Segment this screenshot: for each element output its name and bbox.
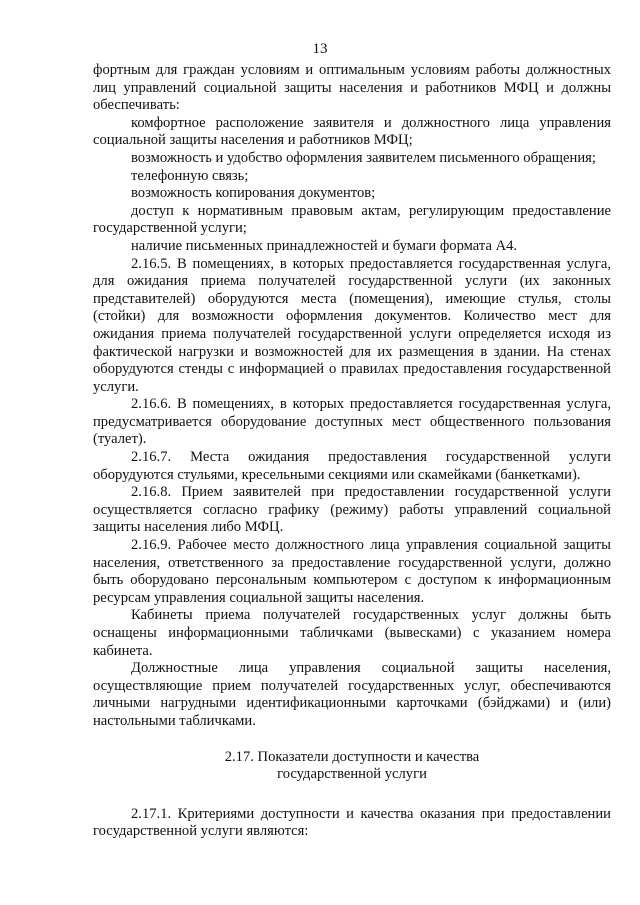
page-number: 13 (312, 41, 328, 57)
section-heading-line-2: государственной услуги (277, 766, 427, 783)
list-item-comfortable-location: комфортное расположение заявителя и должностного лица управления социальной защиты населения и работников МФЦ; (93, 114, 611, 149)
paragraph-2-16-7: 2.16.7. Места ожидания предоставления государственной услуги оборудуются стульями, кресельными секциями или скамейками (банкетками). (93, 449, 611, 483)
document-body (93, 62, 611, 841)
paragraph-cabinets: Кабинеты приема получателей государственных услуг должны быть оснащены информационными табличками (вывесками) с указанием номера кабинета. (93, 607, 611, 659)
paragraph-officials: Должностные лица управления социальной защиты населения, осуществляющие прием получателей государственных услуг, обеспечиваются личными нагрудными идентификационными карточками (бэйджами) и (или) настольными табличками. (93, 660, 611, 729)
paragraph-2-16-5: 2.16.5. В помещениях, в которых предоставляется государственная услуга, для ожидания приема получателей государственной услуги (их законных представителей) оборудуются места (помещения), имеющие стулья, столы (стойки) для возможности оформления документов. Количество мест для ожидания приема получателей государственной услуги определяется исходя из фактической нагрузки и возможностей для их размещения в здании. На стенах оборудуются стенды с информацией о правилах предоставления государственной услуги. (93, 255, 611, 395)
list-item-legal-acts: доступ к нормативным правовым актам, регулирующим предоставление государственной услуги; (93, 202, 611, 237)
list-item-written-request: возможность и удобство оформления заявителем письменного обращения; (131, 149, 596, 166)
list-item-copying: возможность копирования документов; (131, 185, 376, 202)
list-item-stationery: наличие письменных принадлежностей и бумаги формата А4. (131, 237, 518, 254)
paragraph-2-16-8: 2.16.8. Прием заявителей при предоставлении государственной услуги осуществляется согласно графику (режиму) работы управлений социальной защиты населения либо МФЦ. (93, 484, 611, 536)
list-item-phone: телефонную связь; (131, 167, 249, 184)
paragraph-continuation: фортным для граждан условиям и оптимальным условиям работы должностных лиц управлений социальной защиты населения и работников МФЦ и должны обеспечивать: (93, 62, 611, 114)
section-heading-line-1: 2.17. Показатели доступности и качества (224, 748, 480, 765)
paragraph-2-16-6: 2.16.6. В помещениях, в которых предоставляется государственная услуга, предусматривается оборудование доступных мест общественного пользования (туалет). (93, 396, 611, 448)
paragraph-2-16-9: 2.16.9. Рабочее место должностного лица управления социальной защиты населения, ответственного за предоставление государственной услуги, должно быть оборудовано персональным компьютером с доступом к информационным ресурсам управления социальной защиты населения. (93, 537, 611, 606)
paragraph-2-17-1: 2.17.1. Критериями доступности и качества оказания при предоставлении государственной услуги являются: (93, 805, 611, 840)
